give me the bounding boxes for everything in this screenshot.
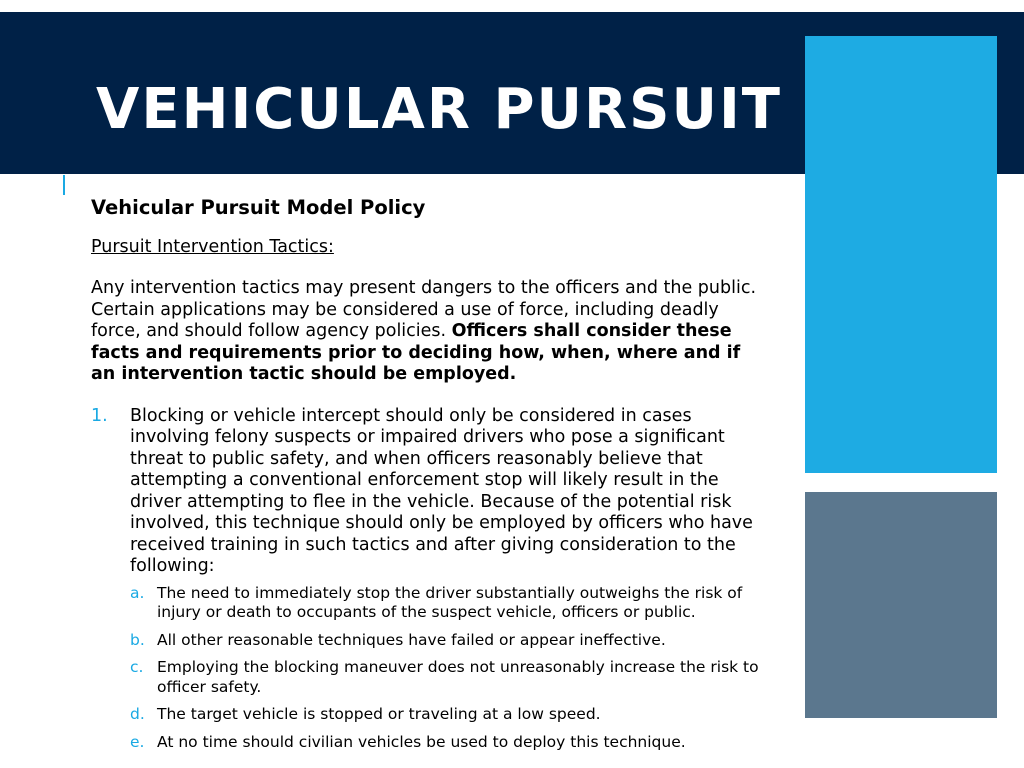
- sub-item-b: [130, 631, 761, 651]
- numbered-item-text: Blocking or vehicle intercept should only be considered in cases involving felony suspects or impaired drivers who pose a significant threat to public safety, and when officers reasonably believe that attempting a conventional enforcement stop will likely result in the driver attempting to flee in the vehicle. Because of the potential risk involved, this technique should only be employed by officers who have received training in such tactics and after giving consideration to the following:: [130, 405, 753, 576]
- sub-item-c: [130, 658, 761, 697]
- sub-item-text: The target vehicle is stopped or traveling at a low speed.: [157, 705, 601, 723]
- numbered-item-1: [91, 406, 761, 578]
- content-area: [91, 194, 761, 760]
- policy-subtitle: Vehicular Pursuit Model Policy: [91, 196, 426, 219]
- decorative-block-slate: [805, 492, 997, 718]
- decorative-block-blue: [805, 36, 997, 473]
- sub-item-text: All other reasonable techniques have failed or appear ineffective.: [157, 630, 666, 649]
- sub-item-letter: b.: [130, 630, 145, 649]
- sub-item-text: At no time should civilian vehicles be used to deploy this technique.: [157, 732, 686, 751]
- intro-paragraph: [91, 278, 761, 386]
- sub-item-letter: c.: [130, 658, 144, 676]
- sub-item-e: [130, 733, 761, 753]
- intro-bold-text: Officers shall consider these facts and requirements prior to deciding how, when, where and if an intervention tactic should be employed.: [91, 321, 741, 384]
- intro-text: Any intervention tactics may present dangers to the officers and the public. Certain applications may be considered a use of force, including deadly force, and should follow agency policies.: [91, 278, 757, 341]
- list-number: 1.: [91, 405, 108, 426]
- sub-item-letter: a.: [130, 583, 145, 602]
- sub-item-d: [130, 705, 761, 725]
- sub-item-a: [130, 584, 761, 623]
- sub-item-text: Employing the blocking maneuver does not unreasonably increase the risk to officer safety.: [157, 658, 759, 696]
- accent-tick: [63, 175, 65, 195]
- sub-item-text: The need to immediately stop the driver substantially outweighs the risk of injury or death to occupants of the suspect vehicle, officers or public.: [157, 583, 743, 621]
- slide-title: VEHICULAR PURSUIT: [96, 77, 782, 142]
- section-label: Pursuit Intervention Tactics:: [91, 237, 334, 257]
- sub-list: [130, 584, 761, 753]
- sub-item-letter: e.: [130, 732, 145, 751]
- sub-item-letter: d.: [130, 705, 145, 723]
